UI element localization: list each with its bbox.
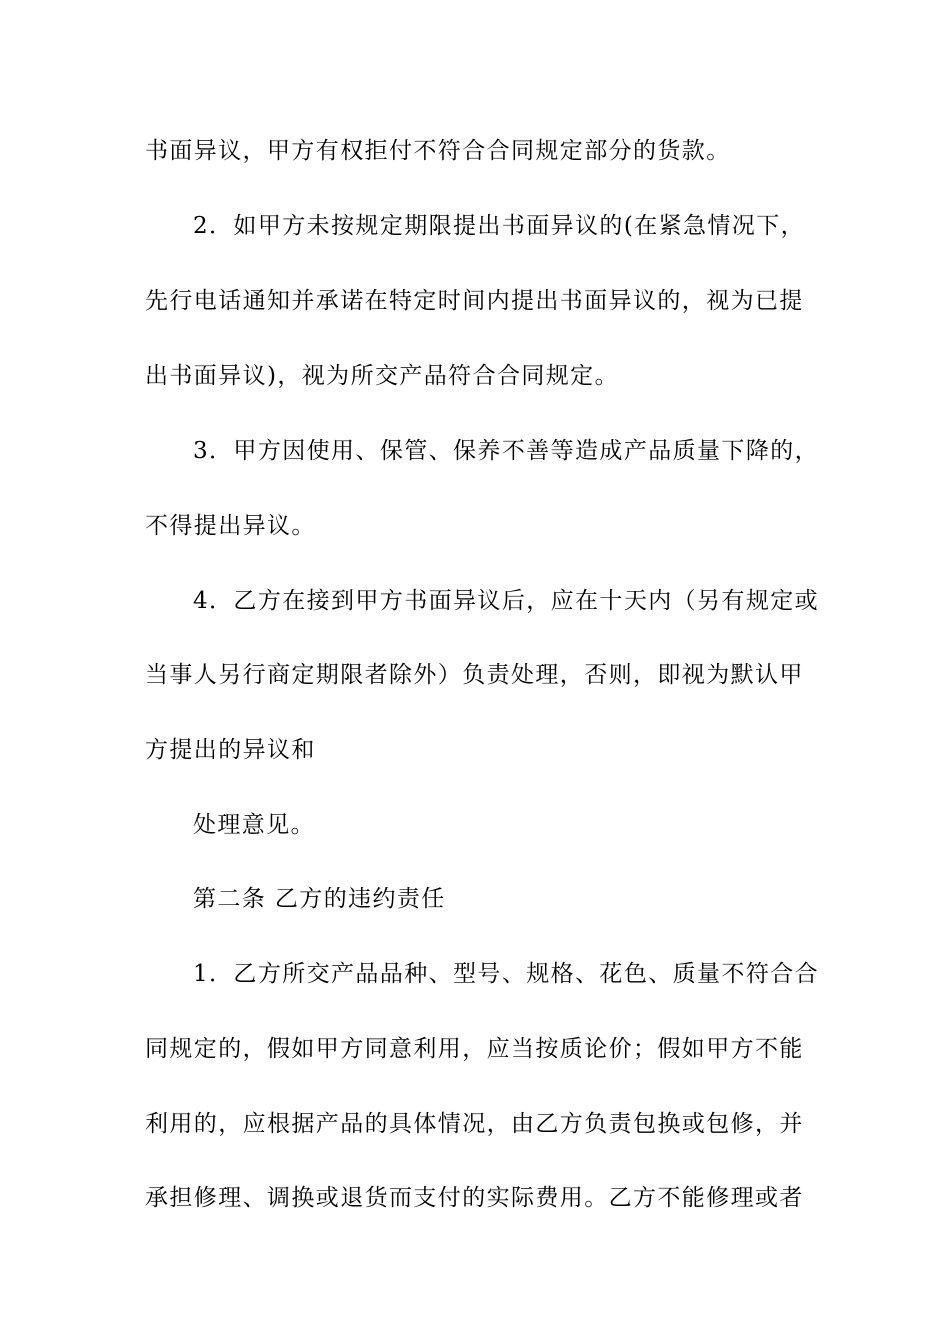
text-line: 处理意见。 (193, 812, 315, 838)
text-line: 当事人另行商定期限者除外）负责处理，否则，即视为默认甲 (145, 662, 804, 688)
text-line: 不得提出异议。 (145, 513, 316, 539)
section-heading: 第二条 乙方的违约责任 (193, 886, 446, 912)
text-line: 出书面异议)，视为所交产品符合合同规定。 (145, 363, 619, 389)
text-line: 2．如甲方未按规定期限提出书面异议的(在紧急情况下， (193, 213, 806, 239)
text-line: 4．乙方在接到甲方书面异议后，应在十天内（另有规定或 (193, 588, 820, 614)
text-line: 1．乙方所交产品品种、型号、规格、花色、质量不符合合 (193, 961, 820, 987)
text-line: 先行电话通知并承诺在特定时间内提出书面异议的，视为已提 (145, 288, 804, 314)
text-line: 书面异议，甲方有权拒付不符合合同规定部分的货款。 (145, 138, 731, 164)
text-line: 方提出的异议和 (145, 737, 316, 763)
text-line: 同规定的，假如甲方同意利用，应当按质论价；假如甲方不能 (145, 1036, 804, 1062)
text-line: 承担修理、调换或退货而支付的实际费用。乙方不能修理或者 (145, 1185, 804, 1211)
text-line: 3．甲方因使用、保管、保养不善等造成产品质量下降的， (193, 438, 820, 464)
text-line: 利用的，应根据产品的具体情况，由乙方负责包换或包修，并 (145, 1111, 804, 1137)
